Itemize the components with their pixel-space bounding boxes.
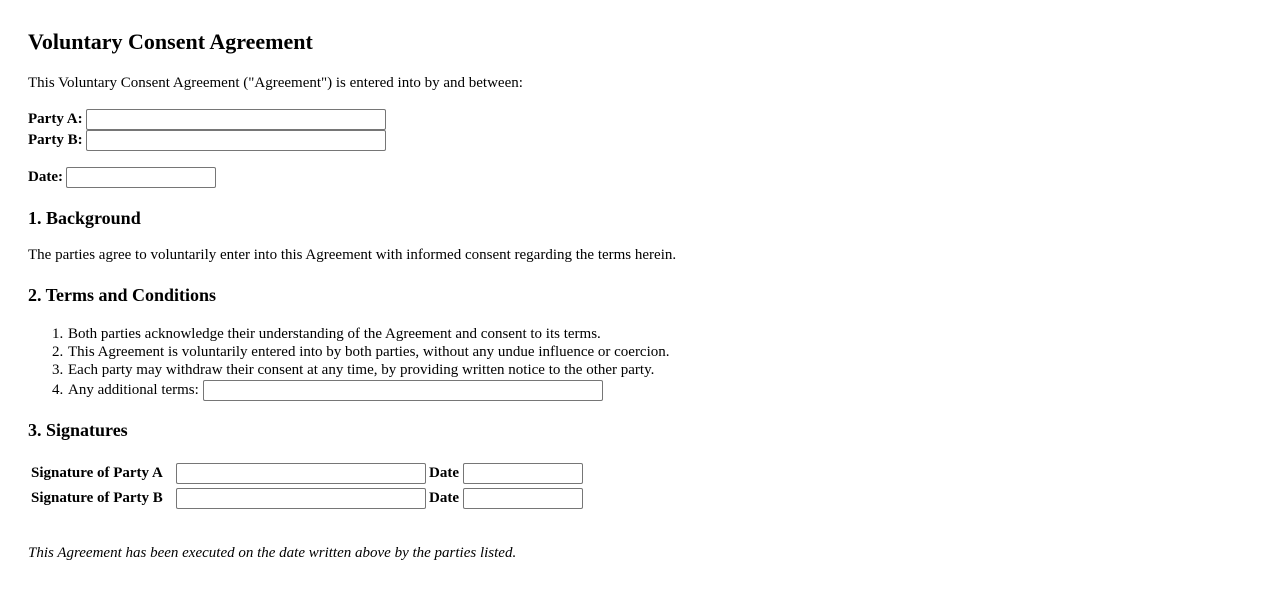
document-title: Voluntary Consent Agreement	[28, 29, 313, 54]
signature-row-party-b	[31, 486, 583, 511]
signatures-table	[31, 461, 583, 511]
closing-statement: This Agreement has been executed on the date written above by the parties listed.	[28, 545, 517, 561]
signatures-heading: 3. Signatures	[28, 420, 128, 440]
term-text: Each party may withdraw their consent at any time, by providing written notice to the other party.	[68, 362, 655, 378]
party-b-row	[28, 129, 386, 151]
signature-party-a-date-label: Date	[429, 465, 459, 481]
agreement-date-label: Date:	[28, 168, 63, 185]
party-a-input[interactable]	[86, 109, 386, 130]
party-a-label: Party A:	[28, 110, 83, 127]
term-number: 2.	[52, 344, 64, 360]
terms-list	[52, 325, 670, 401]
term-text: Both parties acknowledge their understanding of the Agreement and consent to its terms.	[68, 326, 601, 342]
signature-party-b-date-label: Date	[429, 490, 459, 506]
term-item	[52, 379, 670, 401]
agreement-date-input[interactable]	[66, 167, 216, 188]
term-number: 4.	[52, 382, 64, 398]
signature-row-party-a	[31, 461, 583, 486]
term-item	[52, 343, 670, 361]
party-b-label: Party B:	[28, 131, 83, 148]
signature-party-a-date-input[interactable]	[463, 463, 583, 484]
intro-text: This Voluntary Consent Agreement ("Agreement") is entered into by and between:	[28, 75, 523, 91]
term-number: 1.	[52, 326, 64, 342]
term-number: 3.	[52, 362, 64, 378]
term-text: Any additional terms:	[68, 382, 199, 398]
background-text: The parties agree to voluntarily enter into this Agreement with informed consent regarding the terms herein.	[28, 247, 677, 263]
additional-terms-input[interactable]	[203, 380, 603, 401]
terms-heading: 2. Terms and Conditions	[28, 285, 217, 305]
signature-party-a-label: Signature of Party A	[31, 465, 163, 481]
term-text: This Agreement is voluntarily entered into by both parties, without any undue influence or coercion.	[68, 344, 670, 360]
agreement-date-row	[28, 166, 216, 188]
signature-party-b-input[interactable]	[176, 488, 426, 509]
term-item	[52, 361, 670, 379]
party-a-row	[28, 108, 386, 130]
signature-party-b-date-input[interactable]	[463, 488, 583, 509]
signature-party-a-input[interactable]	[176, 463, 426, 484]
term-item	[52, 325, 670, 343]
signature-party-b-label: Signature of Party B	[31, 490, 163, 506]
party-b-input[interactable]	[86, 130, 386, 151]
background-heading: 1. Background	[28, 208, 141, 228]
